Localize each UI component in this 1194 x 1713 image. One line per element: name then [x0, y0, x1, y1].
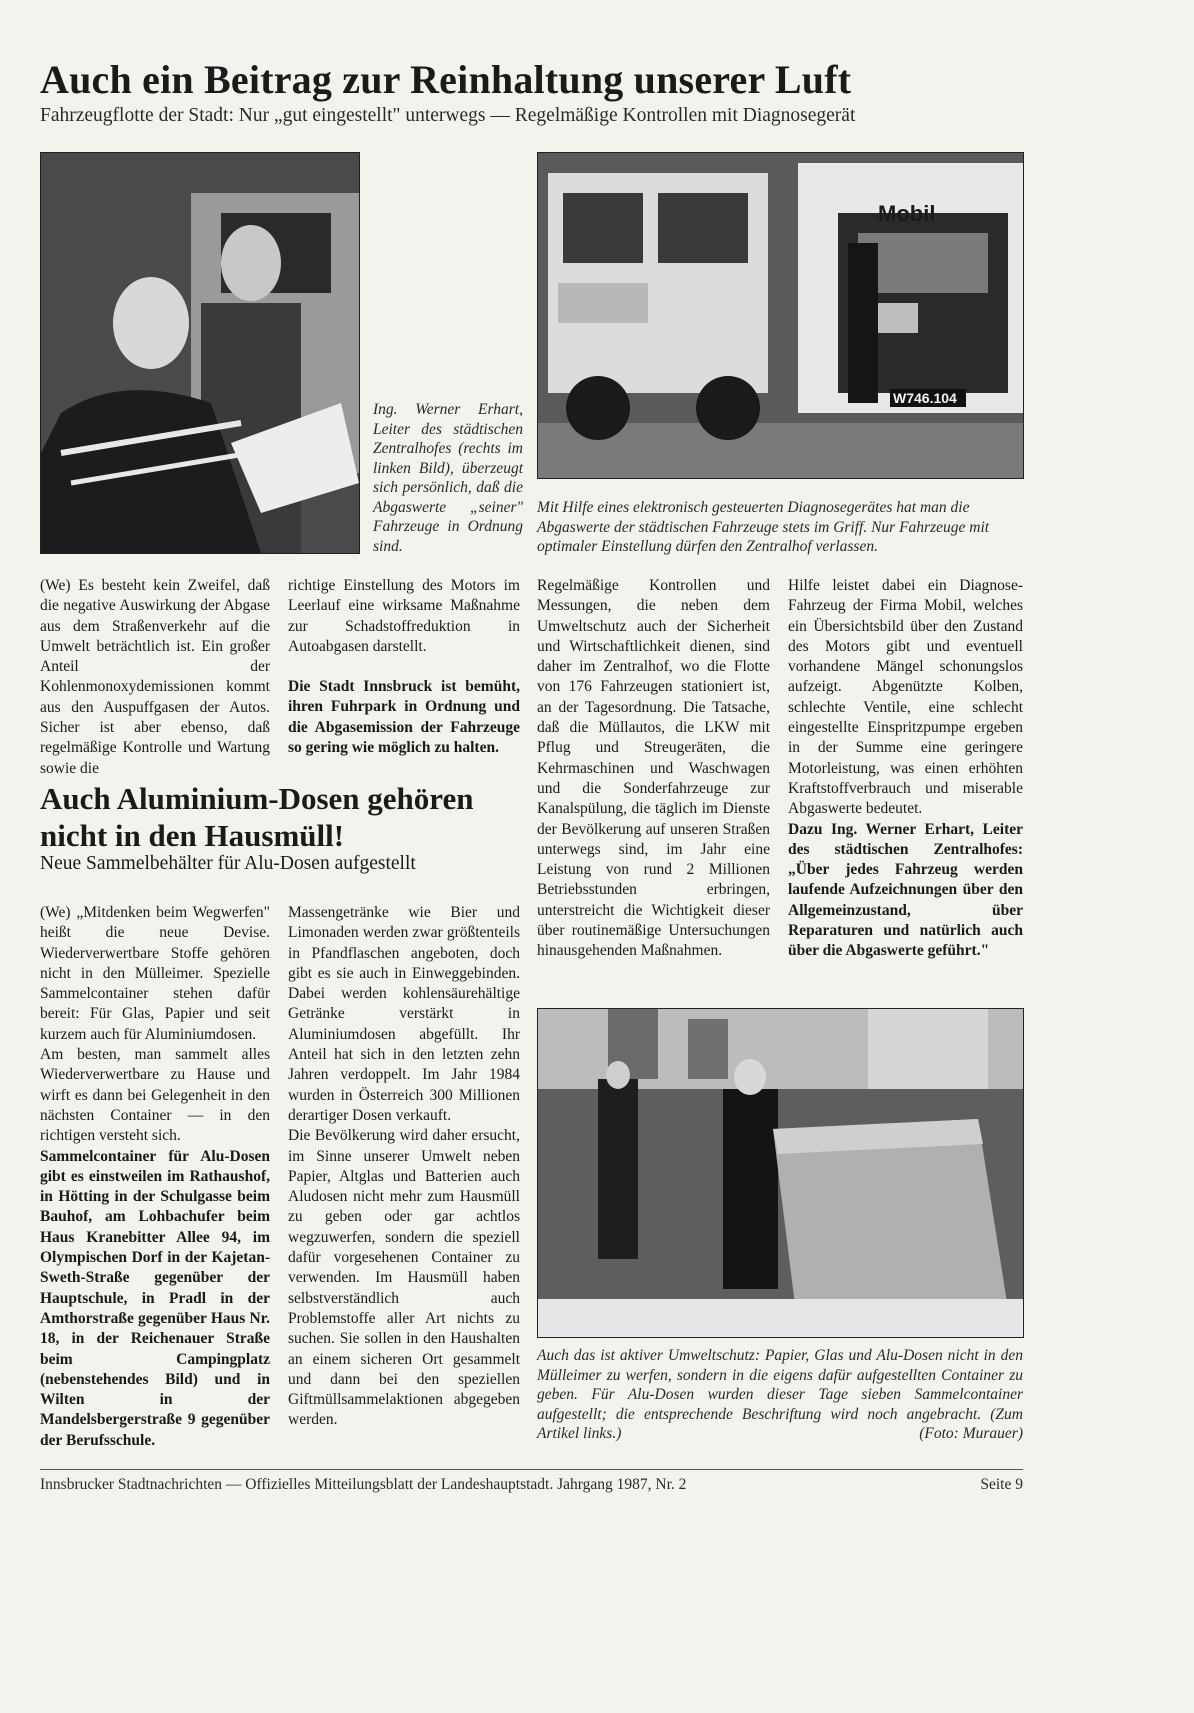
photo-bottom-caption-text: Auch das ist aktiver Umweltschutz: Papier, Glas und Alu-Dosen nicht in den Mülleimer zu werfen, sondern in die eigens dafür aufgestellten Container zu geben. Für Alu-Dosen wurden dieser Tage sieben Sammelcontainer aufgestellt; die entsprechende Beschriftung wird noch angebracht. (Zum Artikel links.) [537, 1347, 1023, 1442]
article1-col3-text: Regelmäßige Kontrollen und Messungen, die neben dem Umweltschutz auch der Sicherheit und Wirtschaftlichkeit dienen, sind daher im Zentralhof, wo die Flotte von 176 Fahrzeugen stationiert ist, an der Tagesordnung. Die Tatsache, daß die Müllautos, die LKW mit Pflug und Streugeräten, die Kehrmaschinen und Waschwagen und die Sonderfahrzeuge zur Kanalspülung, die täglich im Dienste der Bevölkerung auf unseren Straßen unterwegs sind, im Jahr eine Leistung von rund 2 Millionen Betriebsstunden erbringen, unterstreicht die Wichtigkeit dieser über routinemäßige Untersuchungen hinausgehenden Maßnahmen. [537, 577, 770, 960]
article1-column-4 [788, 576, 1023, 962]
article1-column-3 [537, 576, 770, 962]
photo-left-caption: Ing. Werner Erhart, Leiter des städtischen Zentralhofes (rechts im linken Bild), überzeugt sich persönlich, daß die Abgaswerte „seiner" Fahrzeuge in Ordnung sind. [373, 401, 523, 555]
article1-column-2 [288, 576, 520, 758]
footer-publication: Innsbrucker Stadtnachrichten — Offizielles Mitteilungsblatt der Landeshauptstadt. Jahrgang 1987, Nr. 2 [40, 1476, 687, 1493]
article1-subheadline: Fahrzeugflotte der Stadt: Nur „gut eingestellt" unterwegs — Regelmäßige Kontrollen mit Diagnosegerät [40, 105, 856, 126]
article1-col2-text: richtige Einstellung des Motors im Leerlauf eine wirksame Maßnahme zur Schadstoffreduktion in Autoabgasen darstellt. [288, 577, 520, 655]
article2-col1-bold-text: Sammelcontainer für Alu-Dosen gibt es einstweilen im Rathaushof, in Hötting in der Schulgasse beim Bauhof, am Lohbachufer beim Haus Kranebitter Allee 94, im Olympischen Dorf in der Kajetan-Sweth-Straße gegenüber der Hauptschule, in Pradl in der Amthorstraße gegenüber Haus Nr. 18, in der Reichenauer Straße beim Campingplatz (nebenstehendes Bild) und in Wilten in der Mandelsbergerstraße 9 gegenüber der Berufsschule. [40, 1147, 270, 1449]
article1-headline: Auch ein Beitrag zur Reinhaltung unserer Luft [40, 57, 852, 102]
page-footer [40, 1475, 1023, 1495]
article2-col2-p2: Die Bevölkerung wird daher ersucht, im Sinne unserer Umwelt neben Papier, Altglas und Batterien auch Aludosen nicht mehr zum Hausmüll zu geben oder gar achtlos wegzuwerfen, sondern die speziell dafür vorgesehenen Container zu verwenden. Im Hausmüll haben selbstverständlich auch Problemstoffe aller Art nichts zu suchen. Sie sollen in den Haushalten an einem sicheren Ort gesammelt und dann bei den speziellen Giftmüllsammelaktionen abgegeben werden. [288, 1127, 520, 1429]
article2-col1-p2: Am besten, man sammelt alles Wiederverwertbare zu Hause und wirft es dann bei Gelegenheit in den nächsten Container — in den richtigen versteht sich. [40, 1046, 270, 1145]
article1-col1-text: (We) Es besteht kein Zweifel, daß die negative Auswirkung der Abgase aus dem Straßenverkehr auf die Umwelt beträchtlich ist. Ein großer Anteil der Kohlenmonoxydemissionen kommt aus den Auspuffgasen der Autos. Sicher ist aber ebenso, daß regelmäßige Kontrolle und Wartung sowie die [40, 577, 270, 777]
article1-col2-bold-text: Die Stadt Innsbruck ist bemüht, ihren Fuhrpark in Ordnung und die Abgasemission der Fahrzeuge so gering wie möglich zu halten. [288, 678, 520, 757]
article2-col1-p1: (We) „Mitdenken beim Wegwerfen" heißt die neue Devise. Wiederverwertbare Stoffe gehören nicht in den Mülleimer. Spezielle Sammelcontainer stehen dafür bereit: Für Glas, Papier und seit kurzem auch für Aluminiumdosen. [40, 904, 270, 1043]
photo-aluminium-container [537, 1008, 1024, 1338]
photo-credit: (Foto: Murauer) [919, 1425, 1023, 1442]
mobil-sign: Mobil [878, 201, 936, 226]
footer-page-number: Seite 9 [980, 1476, 1023, 1493]
photo-men-reviewing-document [40, 152, 360, 554]
footer-rule [40, 1469, 1023, 1470]
article2-subheadline: Neue Sammelbehälter für Alu-Dosen aufgestellt [40, 853, 416, 874]
article2-headline: Auch Aluminium-Dosen gehören nicht in den Hausmüll! [40, 781, 474, 853]
article1-col4-text: Hilfe leistet dabei ein Diagnose-Fahrzeug der Firma Mobil, welches ein Übersichtsbild über den Zustand des Motors gibt und eventuell vorhandene Mängel schonungslos aufzeigt. Abgenützte Kolben, schlechte Ventile, eine schlecht eingestellte Einspritzpumpe ergeben in der Summe eine geringere Motorleistung, was einen erhöhten Kraftstoffverbrauch und miserable Abgaswerte bedeutet. [788, 577, 1023, 818]
license-plate: W746.104 [893, 390, 957, 406]
article1-column-1 [40, 576, 270, 779]
article2-column-2 [288, 903, 520, 1431]
photo-bottom-caption [537, 1346, 1023, 1444]
article1-col4-bold-text: Dazu Ing. Werner Erhart, Leiter des städtischen Zentralhofes: „Über jedes Fahrzeug werden laufende Aufzeichnungen über den Allgemeinzustand, über Reparaturen und natürlich auch über die Abgaswerte geführt." [788, 820, 1023, 960]
photo-right-caption: Mit Hilfe eines elektronisch gesteuerten Diagnosegerätes hat man die Abgaswerte der städtischen Fahrzeuge stets im Griff. Nur Fahrzeuge mit optimaler Einstellung dürfen den Zentralhof verlassen. [537, 499, 990, 555]
article2-col2-p1: Massengetränke wie Bier und Limonaden werden zwar größtenteils in Pfandflaschen angeboten, doch gibt es sie auch in Einweggebinden. Dabei werden kohlensäurehältige Getränke verstärkt in Aluminiumdosen abgefüllt. Ihr Anteil hat sich in den letzten zehn Jahren verdoppelt. Im Jahr 1984 wurden in Österreich 300 Millionen derartiger Dosen verkauft. [288, 904, 520, 1124]
article2-column-1 [40, 903, 270, 1451]
photo-diagnostic-vehicle [537, 152, 1024, 479]
